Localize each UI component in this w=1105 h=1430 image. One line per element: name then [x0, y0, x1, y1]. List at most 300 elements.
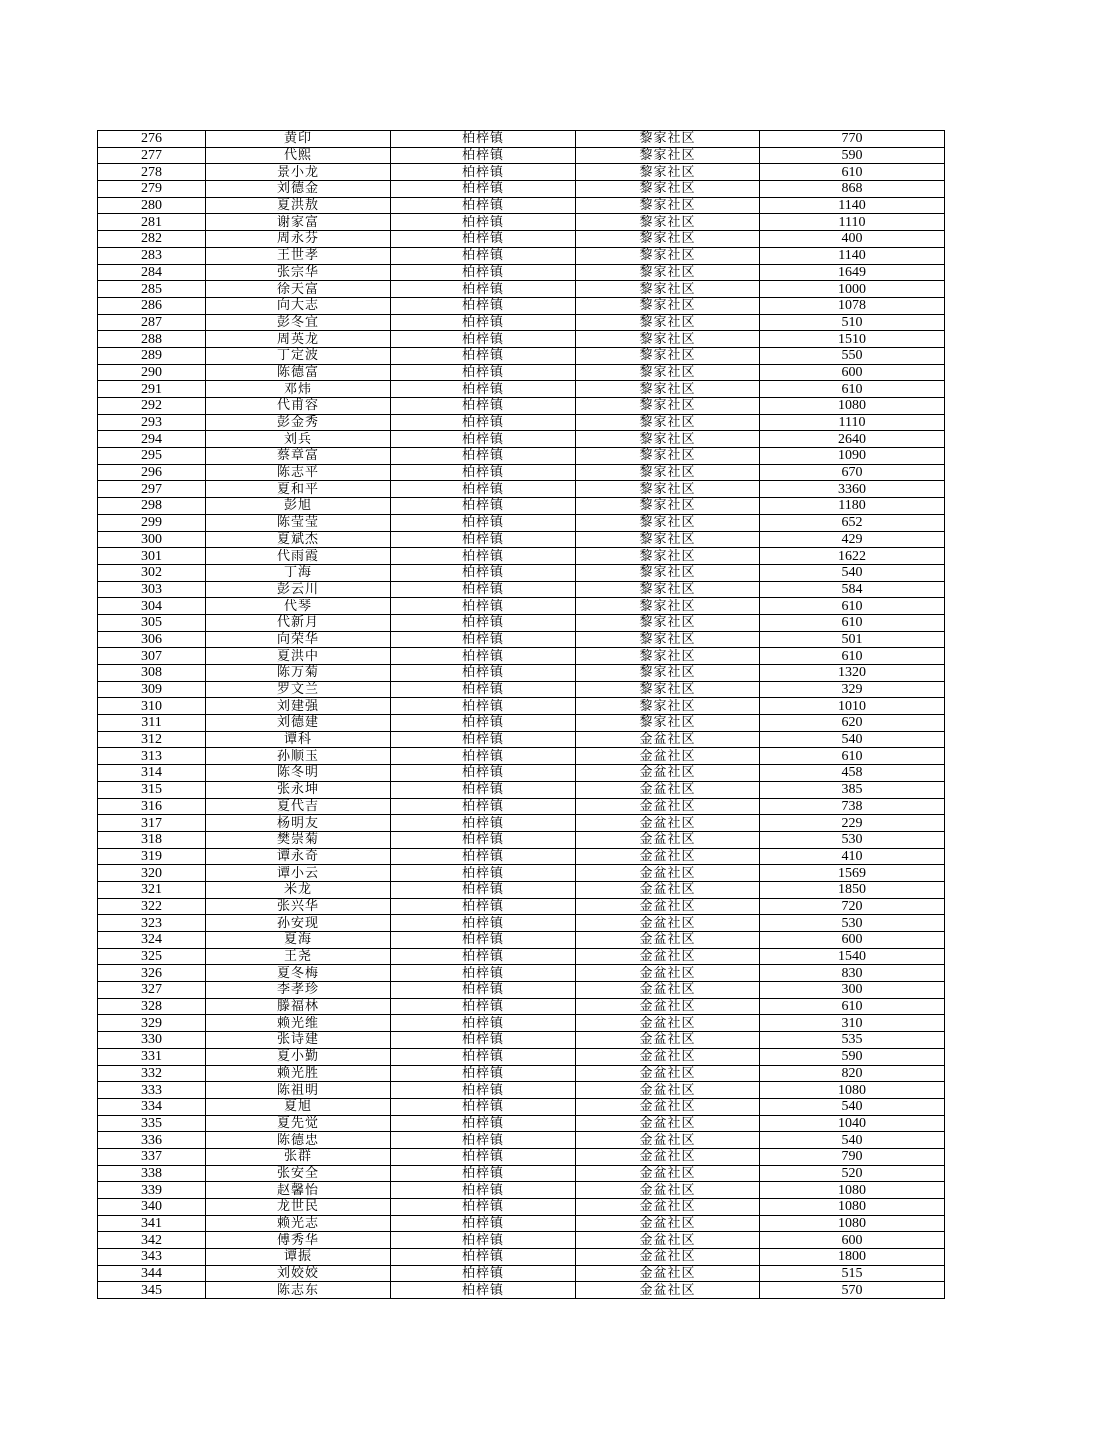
person-name-cell: 刘建强: [206, 698, 391, 715]
table-row: [98, 531, 945, 548]
community-cell: 金盆社区: [576, 1282, 760, 1299]
table-body: [98, 131, 945, 1299]
amount-cell: 1800: [760, 1249, 945, 1266]
table-row: [98, 231, 945, 248]
table-row: [98, 247, 945, 264]
town-cell: 柏梓镇: [391, 464, 576, 481]
town-cell: 柏梓镇: [391, 815, 576, 832]
community-cell: 黎家社区: [576, 698, 760, 715]
community-cell: 黎家社区: [576, 381, 760, 398]
row-number-cell: 312: [98, 731, 206, 748]
town-cell: 柏梓镇: [391, 898, 576, 915]
amount-cell: 830: [760, 965, 945, 982]
table-row: [98, 381, 945, 398]
table-row: [98, 464, 945, 481]
table-row: [98, 581, 945, 598]
person-name-cell: 丁海: [206, 564, 391, 581]
table-row: [98, 932, 945, 949]
community-cell: 黎家社区: [576, 598, 760, 615]
amount-cell: 550: [760, 347, 945, 364]
row-number-cell: 344: [98, 1265, 206, 1282]
amount-cell: 1010: [760, 698, 945, 715]
community-cell: 黎家社区: [576, 147, 760, 164]
table-row: [98, 1082, 945, 1099]
community-cell: 黎家社区: [576, 231, 760, 248]
person-name-cell: 陈德富: [206, 364, 391, 381]
row-number-cell: 278: [98, 164, 206, 181]
table-row: [98, 364, 945, 381]
town-cell: 柏梓镇: [391, 648, 576, 665]
town-cell: 柏梓镇: [391, 881, 576, 898]
person-name-cell: 景小龙: [206, 164, 391, 181]
row-number-cell: 335: [98, 1115, 206, 1132]
town-cell: 柏梓镇: [391, 181, 576, 198]
row-number-cell: 336: [98, 1132, 206, 1149]
town-cell: 柏梓镇: [391, 1249, 576, 1266]
amount-cell: 868: [760, 181, 945, 198]
row-number-cell: 329: [98, 1015, 206, 1032]
community-cell: 金盆社区: [576, 1082, 760, 1099]
person-name-cell: 代雨霞: [206, 548, 391, 565]
person-name-cell: 王世孝: [206, 247, 391, 264]
person-name-cell: 周英龙: [206, 331, 391, 348]
community-cell: 黎家社区: [576, 281, 760, 298]
town-cell: 柏梓镇: [391, 681, 576, 698]
person-name-cell: 陈莹莹: [206, 514, 391, 531]
row-number-cell: 311: [98, 715, 206, 732]
town-cell: 柏梓镇: [391, 281, 576, 298]
amount-cell: 385: [760, 781, 945, 798]
town-cell: 柏梓镇: [391, 765, 576, 782]
table-row: [98, 548, 945, 565]
community-cell: 金盆社区: [576, 848, 760, 865]
amount-cell: 610: [760, 381, 945, 398]
amount-cell: 3360: [760, 481, 945, 498]
town-cell: 柏梓镇: [391, 247, 576, 264]
community-cell: 金盆社区: [576, 831, 760, 848]
community-cell: 黎家社区: [576, 131, 760, 148]
person-name-cell: 夏旭: [206, 1098, 391, 1115]
community-cell: 黎家社区: [576, 681, 760, 698]
amount-cell: 1080: [760, 1082, 945, 1099]
amount-cell: 790: [760, 1148, 945, 1165]
subsidy-roster-table: [97, 130, 945, 1299]
person-name-cell: 罗文兰: [206, 681, 391, 698]
amount-cell: 1078: [760, 297, 945, 314]
table-row: [98, 131, 945, 148]
community-cell: 黎家社区: [576, 498, 760, 515]
row-number-cell: 315: [98, 781, 206, 798]
person-name-cell: 赖光志: [206, 1215, 391, 1232]
town-cell: 柏梓镇: [391, 347, 576, 364]
row-number-cell: 327: [98, 982, 206, 999]
town-cell: 柏梓镇: [391, 531, 576, 548]
community-cell: 金盆社区: [576, 1249, 760, 1266]
community-cell: 金盆社区: [576, 865, 760, 882]
table-row: [98, 1048, 945, 1065]
person-name-cell: 滕福林: [206, 998, 391, 1015]
row-number-cell: 319: [98, 848, 206, 865]
row-number-cell: 322: [98, 898, 206, 915]
table-row: [98, 264, 945, 281]
town-cell: 柏梓镇: [391, 364, 576, 381]
person-name-cell: 赵馨怡: [206, 1182, 391, 1199]
table-row: [98, 815, 945, 832]
row-number-cell: 339: [98, 1182, 206, 1199]
table-row: [98, 197, 945, 214]
community-cell: 金盆社区: [576, 798, 760, 815]
town-cell: 柏梓镇: [391, 631, 576, 648]
community-cell: 黎家社区: [576, 448, 760, 465]
person-name-cell: 代琴: [206, 598, 391, 615]
table-row: [98, 865, 945, 882]
community-cell: 金盆社区: [576, 1098, 760, 1115]
amount-cell: 1622: [760, 548, 945, 565]
amount-cell: 1080: [760, 1199, 945, 1216]
row-number-cell: 276: [98, 131, 206, 148]
row-number-cell: 281: [98, 214, 206, 231]
table-row: [98, 1282, 945, 1299]
amount-cell: 501: [760, 631, 945, 648]
amount-cell: 1540: [760, 948, 945, 965]
row-number-cell: 298: [98, 498, 206, 515]
row-number-cell: 318: [98, 831, 206, 848]
table-row: [98, 448, 945, 465]
town-cell: 柏梓镇: [391, 164, 576, 181]
town-cell: 柏梓镇: [391, 548, 576, 565]
row-number-cell: 292: [98, 398, 206, 415]
person-name-cell: 夏冬梅: [206, 965, 391, 982]
table-row: [98, 848, 945, 865]
person-name-cell: 谭永奇: [206, 848, 391, 865]
community-cell: 黎家社区: [576, 548, 760, 565]
person-name-cell: 陈志东: [206, 1282, 391, 1299]
amount-cell: 1110: [760, 214, 945, 231]
amount-cell: 530: [760, 915, 945, 932]
person-name-cell: 夏斌杰: [206, 531, 391, 548]
table-row: [98, 1165, 945, 1182]
person-name-cell: 黄印: [206, 131, 391, 148]
town-cell: 柏梓镇: [391, 998, 576, 1015]
table-row: [98, 1148, 945, 1165]
table-row: [98, 1098, 945, 1115]
town-cell: 柏梓镇: [391, 781, 576, 798]
table-row: [98, 1065, 945, 1082]
amount-cell: 610: [760, 164, 945, 181]
community-cell: 金盆社区: [576, 898, 760, 915]
person-name-cell: 夏小勤: [206, 1048, 391, 1065]
person-name-cell: 夏先觉: [206, 1115, 391, 1132]
town-cell: 柏梓镇: [391, 831, 576, 848]
table-row: [98, 214, 945, 231]
town-cell: 柏梓镇: [391, 598, 576, 615]
town-cell: 柏梓镇: [391, 431, 576, 448]
town-cell: 柏梓镇: [391, 381, 576, 398]
town-cell: 柏梓镇: [391, 131, 576, 148]
community-cell: 黎家社区: [576, 181, 760, 198]
town-cell: 柏梓镇: [391, 848, 576, 865]
person-name-cell: 孙顺玉: [206, 748, 391, 765]
person-name-cell: 陈冬明: [206, 765, 391, 782]
community-cell: 黎家社区: [576, 564, 760, 581]
row-number-cell: 305: [98, 614, 206, 631]
town-cell: 柏梓镇: [391, 865, 576, 882]
table-row: [98, 881, 945, 898]
person-name-cell: 丁定波: [206, 347, 391, 364]
town-cell: 柏梓镇: [391, 1015, 576, 1032]
community-cell: 金盆社区: [576, 1148, 760, 1165]
amount-cell: 520: [760, 1165, 945, 1182]
person-name-cell: 蔡章富: [206, 448, 391, 465]
table-row: [98, 715, 945, 732]
person-name-cell: 彭旭: [206, 498, 391, 515]
person-name-cell: 张宗华: [206, 264, 391, 281]
amount-cell: 584: [760, 581, 945, 598]
town-cell: 柏梓镇: [391, 514, 576, 531]
table-row: [98, 665, 945, 682]
community-cell: 金盆社区: [576, 1265, 760, 1282]
person-name-cell: 邓炜: [206, 381, 391, 398]
amount-cell: 300: [760, 982, 945, 999]
town-cell: 柏梓镇: [391, 1182, 576, 1199]
amount-cell: 610: [760, 748, 945, 765]
community-cell: 金盆社区: [576, 815, 760, 832]
community-cell: 黎家社区: [576, 364, 760, 381]
table-row: [98, 681, 945, 698]
row-number-cell: 326: [98, 965, 206, 982]
table-row: [98, 898, 945, 915]
town-cell: 柏梓镇: [391, 498, 576, 515]
table-row: [98, 781, 945, 798]
community-cell: 金盆社区: [576, 881, 760, 898]
row-number-cell: 320: [98, 865, 206, 882]
community-cell: 金盆社区: [576, 998, 760, 1015]
amount-cell: 770: [760, 131, 945, 148]
community-cell: 黎家社区: [576, 414, 760, 431]
person-name-cell: 徐天富: [206, 281, 391, 298]
amount-cell: 1510: [760, 331, 945, 348]
row-number-cell: 341: [98, 1215, 206, 1232]
amount-cell: 310: [760, 1015, 945, 1032]
amount-cell: 400: [760, 231, 945, 248]
person-name-cell: 张群: [206, 1148, 391, 1165]
town-cell: 柏梓镇: [391, 614, 576, 631]
community-cell: 金盆社区: [576, 948, 760, 965]
row-number-cell: 308: [98, 665, 206, 682]
town-cell: 柏梓镇: [391, 1082, 576, 1099]
row-number-cell: 306: [98, 631, 206, 648]
person-name-cell: 彭冬宜: [206, 314, 391, 331]
amount-cell: 738: [760, 798, 945, 815]
row-number-cell: 303: [98, 581, 206, 598]
amount-cell: 1140: [760, 197, 945, 214]
row-number-cell: 297: [98, 481, 206, 498]
person-name-cell: 周永芬: [206, 231, 391, 248]
town-cell: 柏梓镇: [391, 1148, 576, 1165]
town-cell: 柏梓镇: [391, 932, 576, 949]
table-row: [98, 948, 945, 965]
row-number-cell: 286: [98, 297, 206, 314]
amount-cell: 1040: [760, 1115, 945, 1132]
table-row: [98, 1182, 945, 1199]
town-cell: 柏梓镇: [391, 1065, 576, 1082]
table-row: [98, 498, 945, 515]
community-cell: 黎家社区: [576, 214, 760, 231]
row-number-cell: 313: [98, 748, 206, 765]
row-number-cell: 316: [98, 798, 206, 815]
row-number-cell: 314: [98, 765, 206, 782]
community-cell: 黎家社区: [576, 197, 760, 214]
town-cell: 柏梓镇: [391, 982, 576, 999]
community-cell: 黎家社区: [576, 314, 760, 331]
person-name-cell: 代新月: [206, 614, 391, 631]
town-cell: 柏梓镇: [391, 331, 576, 348]
row-number-cell: 309: [98, 681, 206, 698]
row-number-cell: 337: [98, 1148, 206, 1165]
town-cell: 柏梓镇: [391, 798, 576, 815]
town-cell: 柏梓镇: [391, 665, 576, 682]
person-name-cell: 夏洪敖: [206, 197, 391, 214]
person-name-cell: 米龙: [206, 881, 391, 898]
row-number-cell: 334: [98, 1098, 206, 1115]
table-row: [98, 398, 945, 415]
table-row: [98, 431, 945, 448]
row-number-cell: 277: [98, 147, 206, 164]
town-cell: 柏梓镇: [391, 915, 576, 932]
person-name-cell: 刘德金: [206, 181, 391, 198]
row-number-cell: 299: [98, 514, 206, 531]
row-number-cell: 289: [98, 347, 206, 364]
person-name-cell: 杨明友: [206, 815, 391, 832]
row-number-cell: 321: [98, 881, 206, 898]
town-cell: 柏梓镇: [391, 1032, 576, 1049]
row-number-cell: 342: [98, 1232, 206, 1249]
community-cell: 黎家社区: [576, 464, 760, 481]
table-row: [98, 564, 945, 581]
amount-cell: 1090: [760, 448, 945, 465]
table-row: [98, 1199, 945, 1216]
community-cell: 金盆社区: [576, 765, 760, 782]
table-row: [98, 514, 945, 531]
community-cell: 金盆社区: [576, 1065, 760, 1082]
amount-cell: 510: [760, 314, 945, 331]
amount-cell: 610: [760, 998, 945, 1015]
row-number-cell: 287: [98, 314, 206, 331]
community-cell: 黎家社区: [576, 514, 760, 531]
amount-cell: 540: [760, 564, 945, 581]
town-cell: 柏梓镇: [391, 1115, 576, 1132]
amount-cell: 590: [760, 147, 945, 164]
amount-cell: 515: [760, 1265, 945, 1282]
row-number-cell: 285: [98, 281, 206, 298]
community-cell: 金盆社区: [576, 781, 760, 798]
row-number-cell: 283: [98, 247, 206, 264]
town-cell: 柏梓镇: [391, 1215, 576, 1232]
town-cell: 柏梓镇: [391, 748, 576, 765]
row-number-cell: 317: [98, 815, 206, 832]
table-row: [98, 414, 945, 431]
table-row: [98, 1015, 945, 1032]
community-cell: 金盆社区: [576, 915, 760, 932]
table-row: [98, 281, 945, 298]
community-cell: 金盆社区: [576, 965, 760, 982]
amount-cell: 1110: [760, 414, 945, 431]
row-number-cell: 340: [98, 1199, 206, 1216]
town-cell: 柏梓镇: [391, 231, 576, 248]
row-number-cell: 325: [98, 948, 206, 965]
table-row: [98, 1132, 945, 1149]
amount-cell: 610: [760, 614, 945, 631]
person-name-cell: 张诗建: [206, 1032, 391, 1049]
table-row: [98, 648, 945, 665]
town-cell: 柏梓镇: [391, 314, 576, 331]
person-name-cell: 刘姣姣: [206, 1265, 391, 1282]
town-cell: 柏梓镇: [391, 1048, 576, 1065]
community-cell: 金盆社区: [576, 1132, 760, 1149]
table-row: [98, 1249, 945, 1266]
community-cell: 金盆社区: [576, 1215, 760, 1232]
person-name-cell: 张安全: [206, 1165, 391, 1182]
amount-cell: 535: [760, 1032, 945, 1049]
table-row: [98, 314, 945, 331]
row-number-cell: 301: [98, 548, 206, 565]
amount-cell: 1080: [760, 1182, 945, 1199]
row-number-cell: 288: [98, 331, 206, 348]
amount-cell: 600: [760, 364, 945, 381]
table-row: [98, 347, 945, 364]
table-row: [98, 1115, 945, 1132]
community-cell: 金盆社区: [576, 932, 760, 949]
town-cell: 柏梓镇: [391, 698, 576, 715]
person-name-cell: 谭科: [206, 731, 391, 748]
row-number-cell: 284: [98, 264, 206, 281]
person-name-cell: 谭振: [206, 1249, 391, 1266]
table-row: [98, 765, 945, 782]
community-cell: 黎家社区: [576, 431, 760, 448]
town-cell: 柏梓镇: [391, 1282, 576, 1299]
community-cell: 黎家社区: [576, 264, 760, 281]
town-cell: 柏梓镇: [391, 948, 576, 965]
community-cell: 金盆社区: [576, 1048, 760, 1065]
person-name-cell: 刘兵: [206, 431, 391, 448]
table-row: [98, 1032, 945, 1049]
row-number-cell: 332: [98, 1065, 206, 1082]
amount-cell: 329: [760, 681, 945, 698]
amount-cell: 600: [760, 1232, 945, 1249]
town-cell: 柏梓镇: [391, 147, 576, 164]
amount-cell: 530: [760, 831, 945, 848]
town-cell: 柏梓镇: [391, 1199, 576, 1216]
person-name-cell: 张兴华: [206, 898, 391, 915]
town-cell: 柏梓镇: [391, 1165, 576, 1182]
community-cell: 金盆社区: [576, 1199, 760, 1216]
amount-cell: 652: [760, 514, 945, 531]
row-number-cell: 333: [98, 1082, 206, 1099]
person-name-cell: 代熙: [206, 147, 391, 164]
table-row: [98, 831, 945, 848]
amount-cell: 1649: [760, 264, 945, 281]
person-name-cell: 刘德建: [206, 715, 391, 732]
amount-cell: 1180: [760, 498, 945, 515]
amount-cell: 670: [760, 464, 945, 481]
table-row: [98, 915, 945, 932]
row-number-cell: 279: [98, 181, 206, 198]
amount-cell: 1000: [760, 281, 945, 298]
town-cell: 柏梓镇: [391, 481, 576, 498]
row-number-cell: 331: [98, 1048, 206, 1065]
amount-cell: 1080: [760, 398, 945, 415]
row-number-cell: 300: [98, 531, 206, 548]
